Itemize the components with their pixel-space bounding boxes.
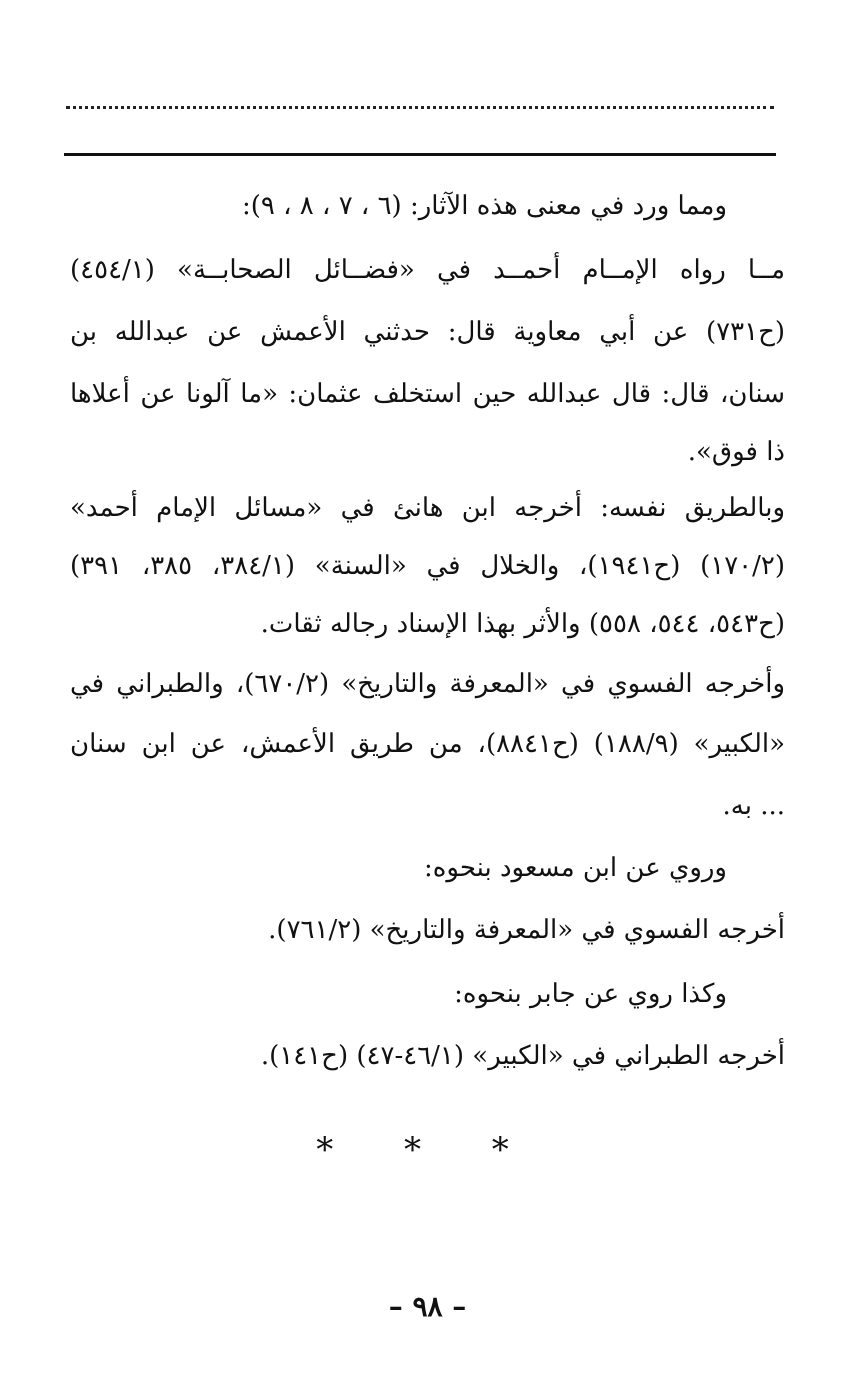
dotted-rule: [66, 106, 774, 109]
text-line: «الكبير» (١٨٨/٩) (ح٨٨٤١)، من طريق الأعمش، عن ابن سنان: [70, 729, 785, 759]
text-line: وأخرجه الفسوي في «المعرفة والتاريخ» (٦٧٠/٢)، والطبراني في: [70, 669, 786, 699]
section-separator: * * *: [316, 1130, 539, 1170]
text-line: أخرجه الفسوي في «المعرفة والتاريخ» (٧٦١/٢).: [268, 915, 785, 945]
text-line: وروي عن ابن مسعود بنحوه:: [424, 853, 727, 883]
text-line: مــا رواه الإمــام أحمــد في «فضــائل الصحابــة» (٤٥٤/١): [70, 255, 785, 285]
text-line: سنان، قال: قال عبدالله حين استخلف عثمان: «ما آلونا عن أعلاها: [70, 379, 785, 409]
paragraph-intro: ومما ورد في معنى هذه الآثار: (٦ ، ٧ ، ٨ ، ٩):: [242, 191, 727, 221]
text-line: (١٧٠/٢) (ح١٩٤١)، والخلال في «السنة» (٣٨٤/١، ٣٨٥، ٣٩١): [70, 551, 786, 581]
text-line: أخرجه الطبراني في «الكبير» (٤٦/١-٤٧) (ح١٤١).: [260, 1041, 785, 1071]
text-line: ذا فوق».: [687, 437, 785, 467]
solid-rule: [64, 153, 776, 156]
text-line: (ح٧٣١) عن أبي معاوية قال: حدثني الأعمش عن عبدالله بن: [70, 317, 785, 347]
text-line: وكذا روي عن جابر بنحوه:: [454, 979, 727, 1009]
text-line: ... به.: [722, 791, 785, 821]
page-number: – ٩٨ –: [388, 1290, 467, 1323]
text-line: وبالطريق نفسه: أخرجه ابن هانئ في «مسائل الإمام أحمد»: [70, 493, 785, 523]
text-line: (ح٥٤٣، ٥٤٤، ٥٥٨) والأثر بهذا الإسناد رجاله ثقات.: [260, 609, 785, 639]
